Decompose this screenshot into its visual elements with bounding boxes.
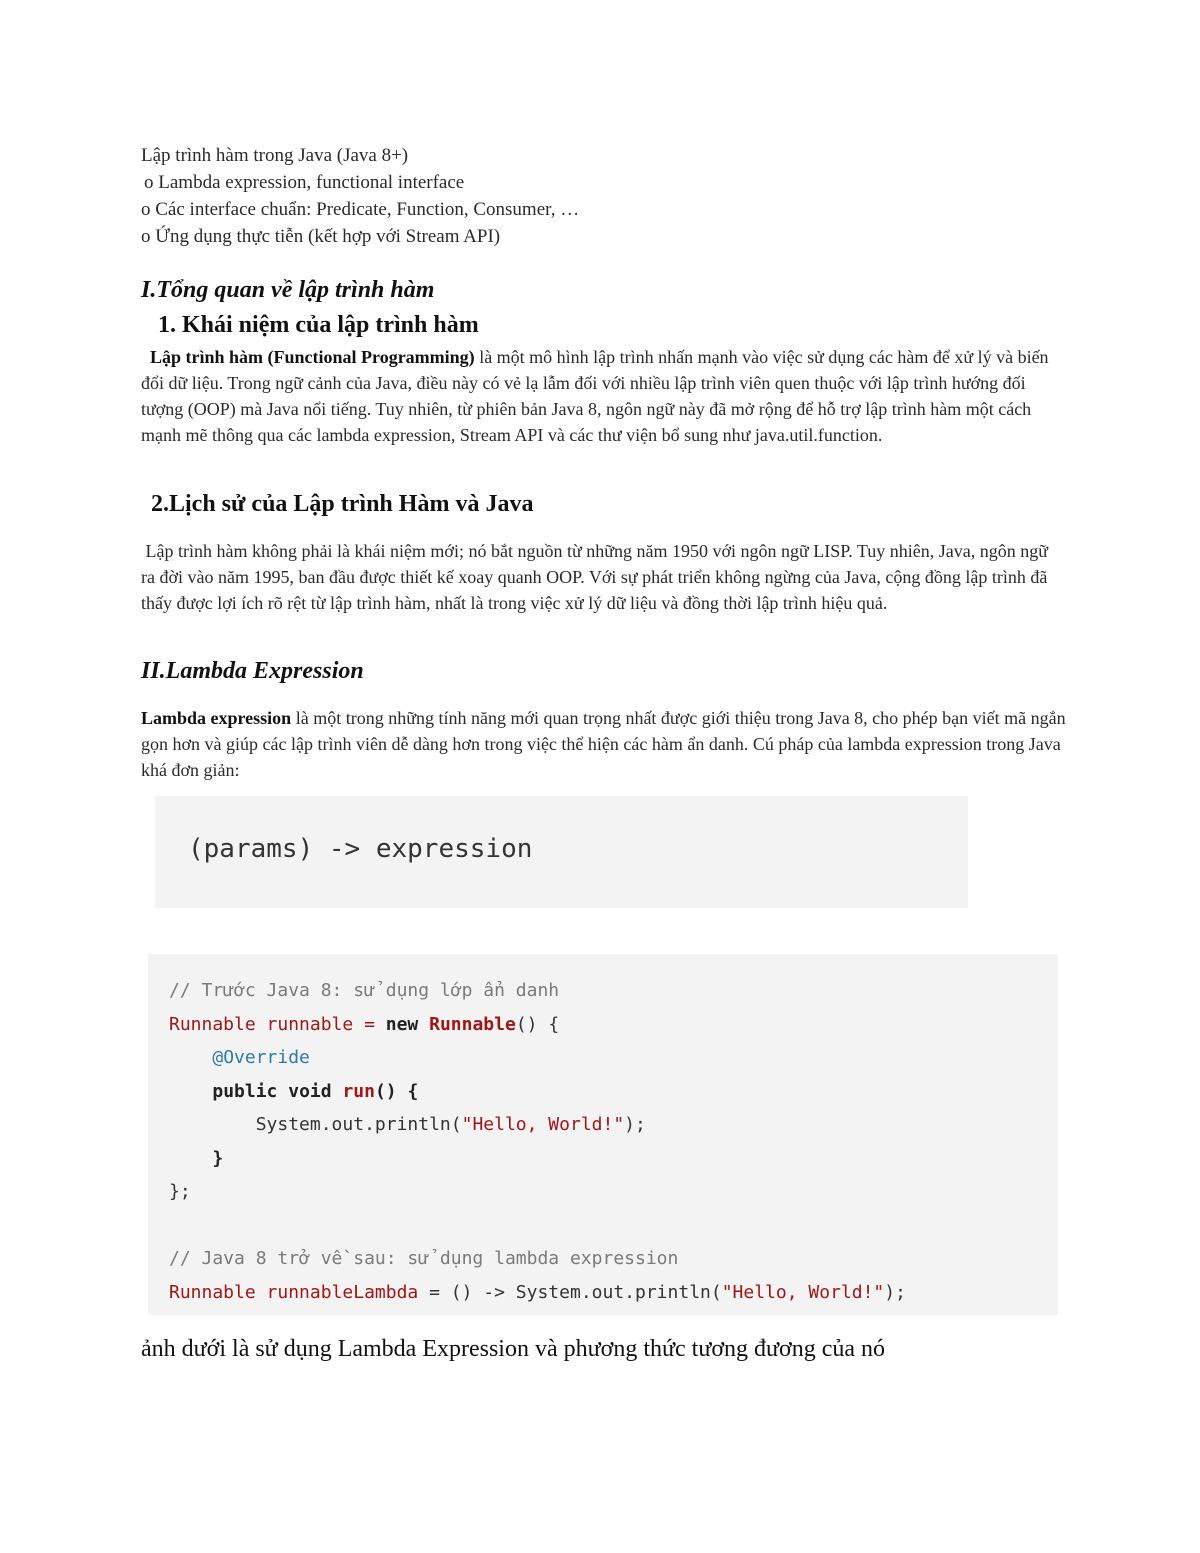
code-new-keyword: new: [385, 1013, 419, 1035]
section1-heading: I.Tổng quan về lập trình hàm: [141, 277, 435, 303]
lambda-text: là một trong những tính năng mới quan trọng nhất được giới thiệu trong Java 8, cho phép bạn viết mã ngắn gọn hơn và giúp các lập trình viên dễ dàng hơn trong việc thể hiện các hàm ẩn danh. Cú pháp của lambda expression trong Java khá đơn giản:: [141, 708, 1066, 780]
sub2-paragraph: [141, 538, 1066, 616]
code-lines: [169, 974, 906, 1309]
section2-heading: II.Lambda Expression: [141, 658, 364, 684]
outline-list: [141, 142, 579, 250]
example-code-block: [148, 954, 1058, 1315]
code-lambda-type: Runnable: [169, 1281, 256, 1303]
syntax-code-block: [155, 796, 968, 908]
code-method-open: () {: [374, 1080, 419, 1102]
sub2-text: Lập trình hàm không phải là khái niệm mới; nó bắt nguồn từ những năm 1950 với ngôn ngữ LISP. Tuy nhiên, Java, ngôn ngữ ra đời vào năm 1995, ban đầu được thiết kế xoay quanh OOP. Với sự phát triển không ngừng của Java, cộng đồng lập trình đã thấy được lợi ích rõ rệt từ lập trình hàm, nhất là trong việc xử lý dữ liệu và đồng thời lập trình hiệu quả.: [141, 541, 1049, 613]
code-open: () {: [515, 1013, 560, 1035]
code-brace-semicolon: };: [169, 1181, 191, 1202]
outline-item-interfaces: o Các interface chuẩn: Predicate, Function, Consumer, …: [141, 199, 580, 220]
outline-item-lambda: o Lambda expression, functional interface: [144, 172, 465, 193]
sub1-term: Lập trình hàm (Functional Programming): [150, 347, 475, 367]
code-lambda-var-start: runnableLambda: [255, 1281, 419, 1303]
sub1-paragraph: [141, 344, 1066, 448]
code-comment-after: // Java 8 trở về sau: sử dụng lambda expression: [169, 1248, 679, 1269]
code-comment-before: // Trước Java 8: sử dụng lớp ẩn danh: [169, 980, 560, 1001]
code-lambda-string: "Hello, World!": [721, 1281, 885, 1303]
syntax-code: (params) -> expression: [188, 834, 533, 864]
code-void-keyword: void: [288, 1080, 332, 1102]
image-caption: ảnh dưới là sử dụng Lambda Expression và phương thức tương đương của nó: [141, 1336, 886, 1362]
outline-item-applications: o Ứng dụng thực tiễn (kết hợp với Stream API): [141, 226, 501, 247]
code-var: runnable =: [255, 1013, 386, 1035]
code-println-suffix: );: [624, 1114, 646, 1135]
code-brace-close: }: [212, 1147, 224, 1169]
code-lambda-end: );: [884, 1281, 906, 1303]
code-type: Runnable: [169, 1013, 256, 1035]
code-ctor: Runnable: [429, 1013, 516, 1035]
code-method-run: run: [342, 1080, 375, 1102]
code-public-keyword: public: [212, 1080, 278, 1102]
lambda-term: Lambda expression: [141, 708, 292, 728]
outline-title: Lập trình hàm trong Java (Java 8+): [141, 145, 409, 166]
code-println-prefix: System.out.println(: [255, 1114, 462, 1135]
sub1-heading: 1. Khái niệm của lập trình hàm: [158, 312, 479, 338]
code-println-string: "Hello, World!": [461, 1114, 625, 1135]
code-annotation: @Override: [212, 1047, 310, 1068]
sub1-text: là một mô hình lập trình nhấn mạnh vào việc sử dụng các hàm để xử lý và biến đổi dữ liệu. Trong ngữ cảnh của Java, điều này có vẻ lạ lẫm đối với nhiều lập trình viên quen thuộc với lập trình hướng đối tượng (OOP) mà Java nổi tiếng. Tuy nhiên, từ phiên bản Java 8, ngôn ngữ này đã mở rộng để hỗ trợ lập trình hàm một cách mạnh mẽ thông qua các lambda expression, Stream API và các thư viện bổ sung như java.util.function.: [141, 347, 1049, 445]
sub2-heading: 2.Lịch sử của Lập trình Hàm và Java: [151, 491, 534, 517]
code-lambda-rest: = () -> System.out.println(: [418, 1281, 722, 1303]
lambda-paragraph: [141, 705, 1066, 783]
